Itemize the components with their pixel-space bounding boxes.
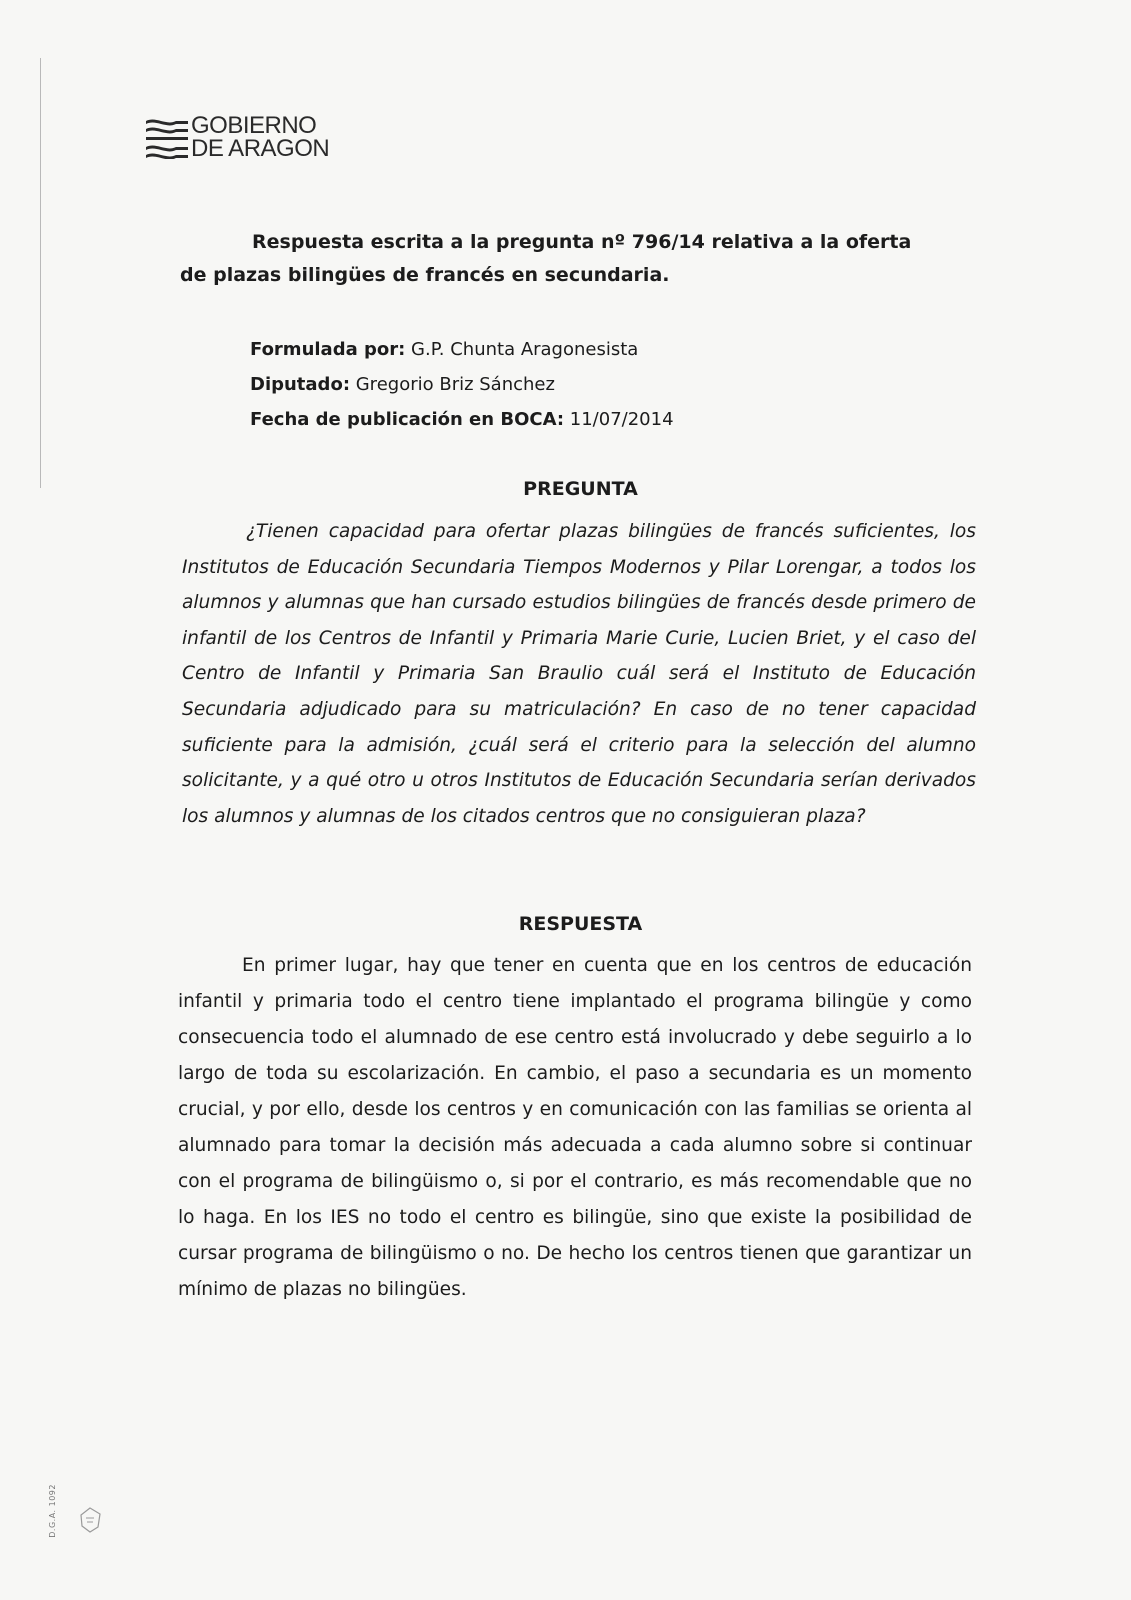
fecha-label: Fecha de publicación en BOCA: <box>250 409 565 430</box>
seal-icon <box>76 1505 104 1535</box>
pregunta-heading: PREGUNTA <box>523 478 638 500</box>
document-title <box>180 226 980 292</box>
respuesta-heading: RESPUESTA <box>518 913 643 935</box>
fecha-row <box>250 402 674 437</box>
margin-line <box>40 58 41 488</box>
logo-line-1: GOBIERNO <box>191 112 317 139</box>
archive-stamp: D.G.A. 1092 <box>48 1484 57 1538</box>
fecha-value: 11/07/2014 <box>564 409 674 430</box>
title-line-1: Respuesta escrita a la pregunta nº 796/14 relativa a la oferta <box>252 231 912 253</box>
formulada-value: G.P. Chunta Aragonesista <box>405 339 639 360</box>
diputado-row <box>250 367 674 402</box>
respuesta-text: En primer lugar, hay que tener en cuenta que en los centros de educación infantil y primaria todo el centro tiene implantado el programa bilingüe y como consecuencia todo el alumnado de ese centro está involucrado y debe seguirlo a lo largo de toda su escolarización. En cambio, el paso a secundaria es un momento crucial, y por ello, desde los centros y en comunicación con las familias se orienta al alumnado para tomar la decisión más adecuada a cada alumno sobre si continuar con el programa de bilingüismo o, si por el contrario, es más recomendable que no lo haga. En los IES no todo el centro es bilingüe, sino que existe la posibilidad de cursar programa de bilingüismo o no. De hecho los centros tienen que garantizar un mínimo de plazas no bilingües. <box>178 955 972 1300</box>
title-line-2: de plazas bilingües de francés en secundaria. <box>180 264 670 286</box>
formulada-label: Formulada por: <box>250 339 406 360</box>
logo-line-2: DE ARAGON <box>191 135 330 162</box>
pregunta-text: ¿Tienen capacidad para ofertar plazas bilingües de francés suficientes, los Institutos de Educación Secundaria Tiempos Modernos y Pilar Lorengar, a todos los alumnos y alumnas que han cursado estudios bilingües de francés desde primero de infantil de los Centros de Infantil y Primaria Marie Curie, Lucien Briet, y el caso del Centro de Infantil y Primaria San Braulio cuál será el Instituto de Educación Secundaria adjudicado para su matriculación? En caso de no tener capacidad suficiente para la admisión, ¿cuál será el criterio para la selección del alumno solicitante, y a qué otro u otros Institutos de Educación Secundaria serían derivados los alumnos y alumnas de los citados centros que no consiguieran plaza? <box>182 521 976 827</box>
metadata-block <box>250 332 674 437</box>
diputado-label: Diputado: <box>250 374 351 395</box>
gobierno-aragon-logo <box>146 114 329 160</box>
formulada-row <box>250 332 674 367</box>
diputado-value: Gregorio Briz Sánchez <box>350 374 555 395</box>
aragon-flag-icon <box>146 115 188 159</box>
logo-text <box>191 114 329 160</box>
